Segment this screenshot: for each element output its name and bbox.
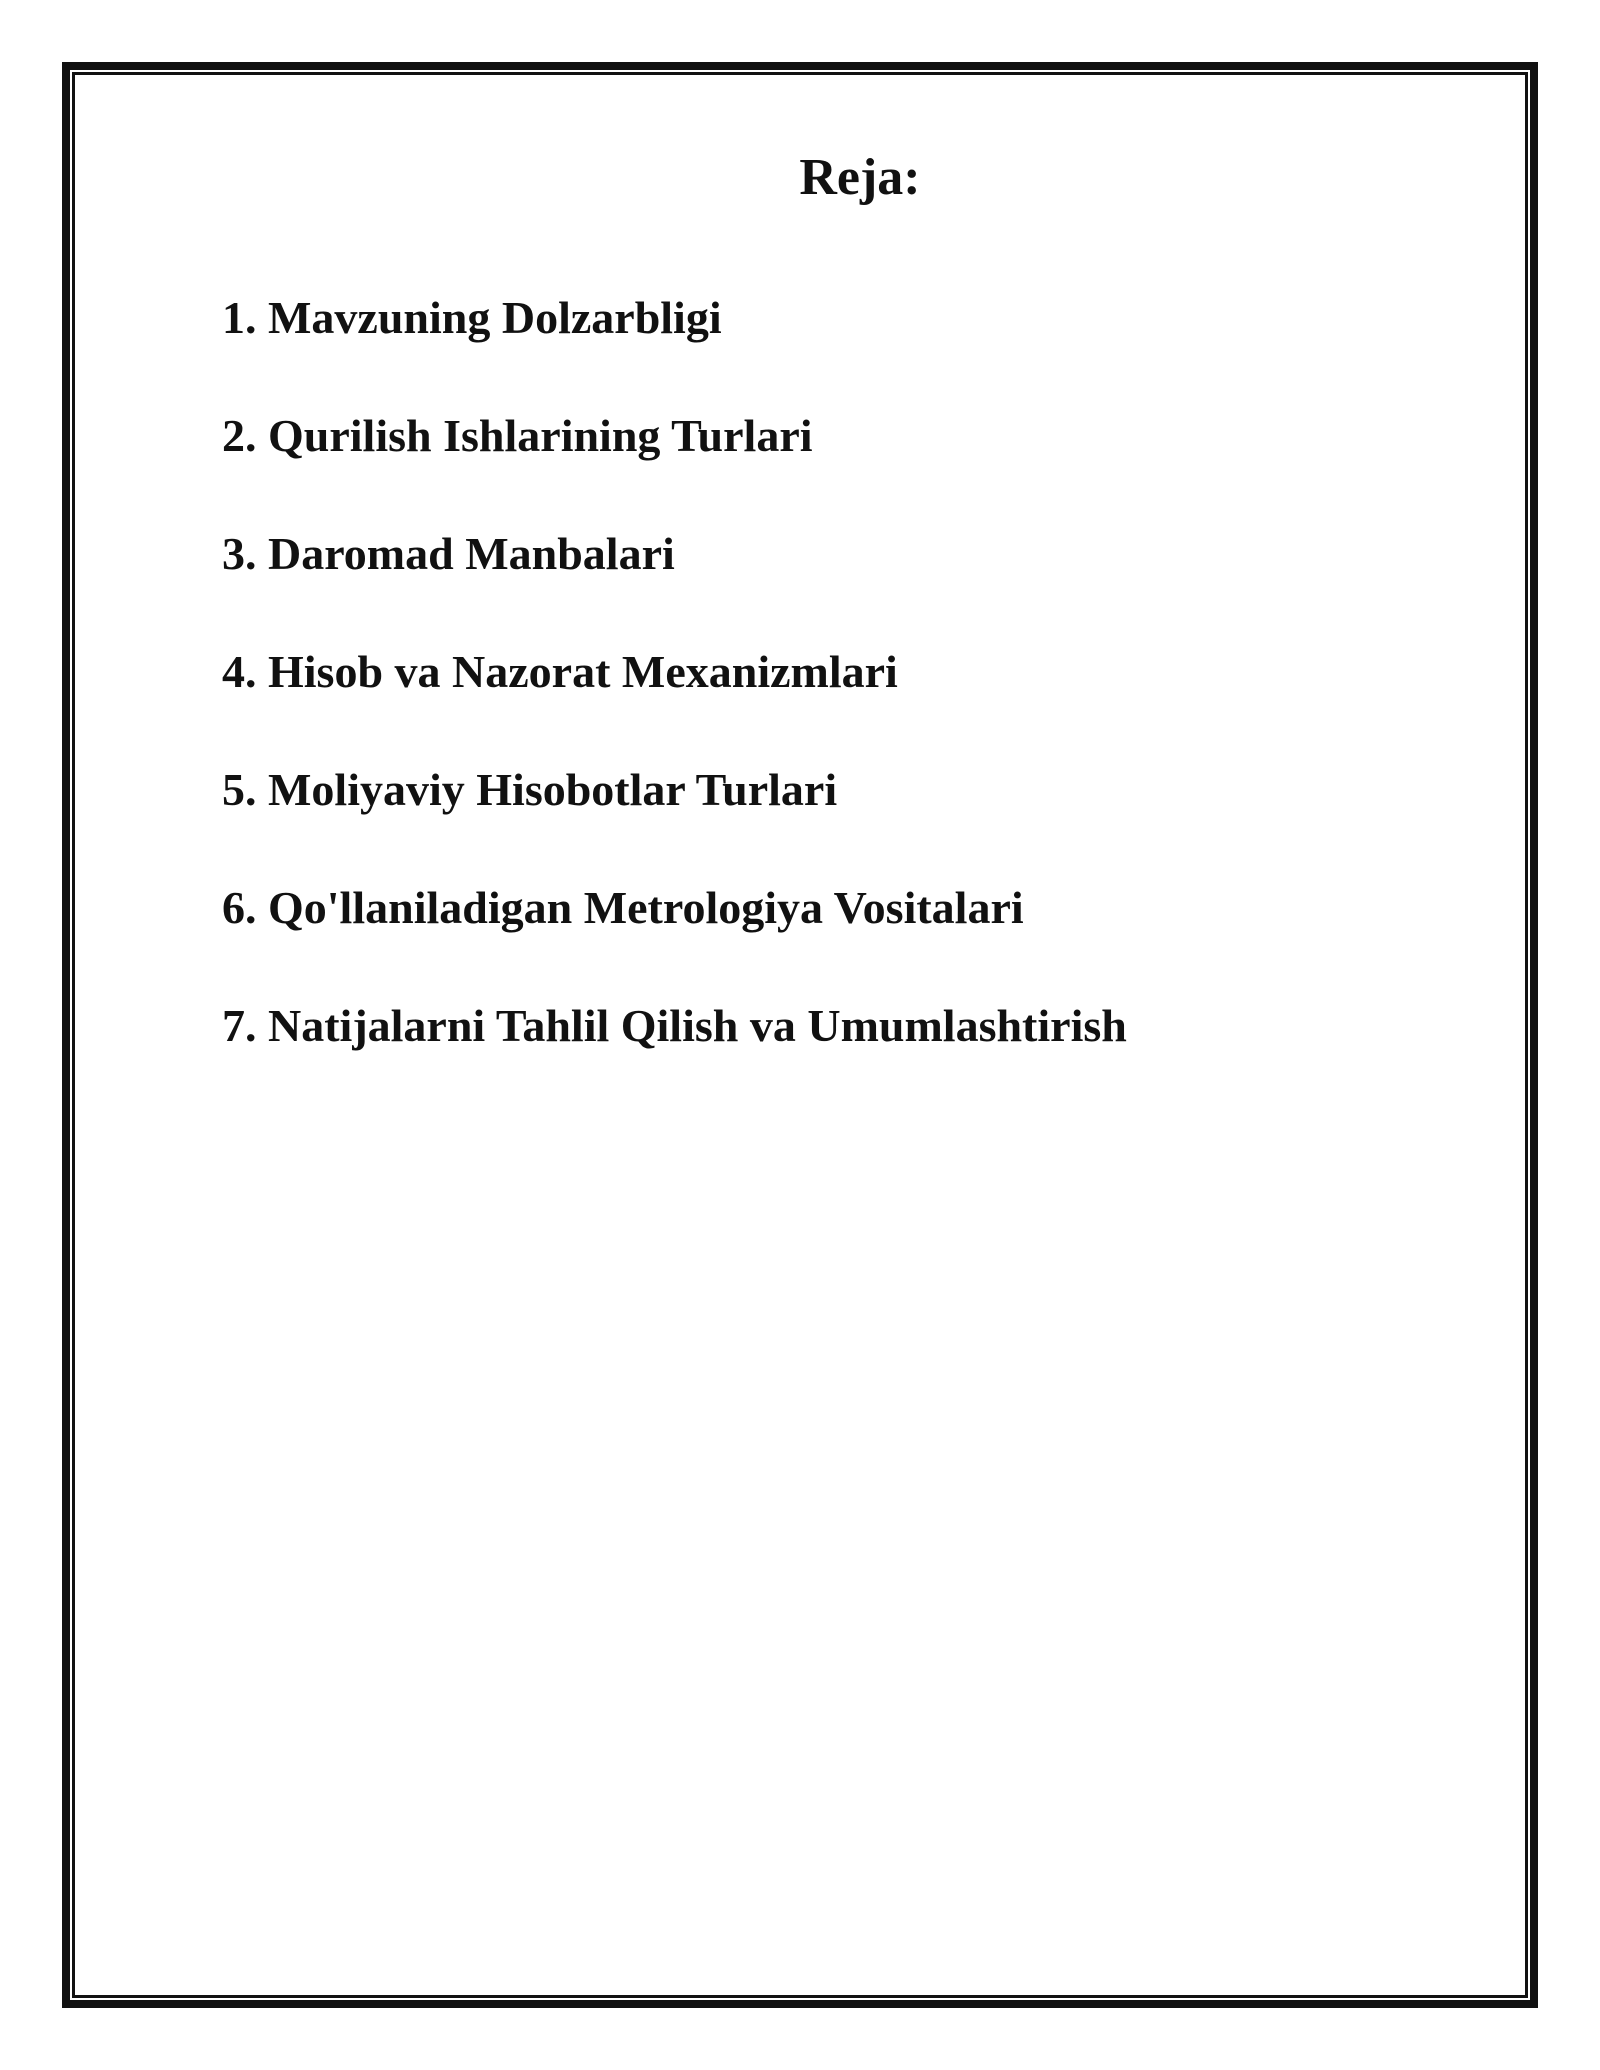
list-item [222, 290, 1127, 346]
item-text: Moliyaviy Hisobotlar Turlari [268, 764, 838, 815]
list-item [222, 762, 1127, 818]
item-text: Qo'llaniladigan Metrologiya Vositalari [268, 882, 1024, 933]
list-item [222, 644, 1127, 700]
item-number: 1. [222, 292, 257, 343]
item-number: 4. [222, 646, 257, 697]
list-item [222, 526, 1127, 582]
item-text: Hisob va Nazorat Mexanizmlari [268, 646, 898, 697]
list-item [222, 408, 1127, 464]
item-number: 5. [222, 764, 257, 815]
item-text: Mavzuning Dolzarbligi [268, 292, 722, 343]
item-number: 3. [222, 528, 257, 579]
item-text: Qurilish Ishlarining Turlari [268, 410, 813, 461]
plan-list [222, 290, 1127, 1116]
item-number: 6. [222, 882, 257, 933]
item-number: 2. [222, 410, 257, 461]
item-number: 7. [222, 1000, 257, 1051]
item-text: Daromad Manbalari [268, 528, 675, 579]
list-item [222, 880, 1127, 936]
list-item [222, 998, 1127, 1054]
page-title: Reja: [799, 149, 921, 206]
item-text: Natijalarni Tahlil Qilish va Umumlashtirish [268, 1000, 1127, 1051]
